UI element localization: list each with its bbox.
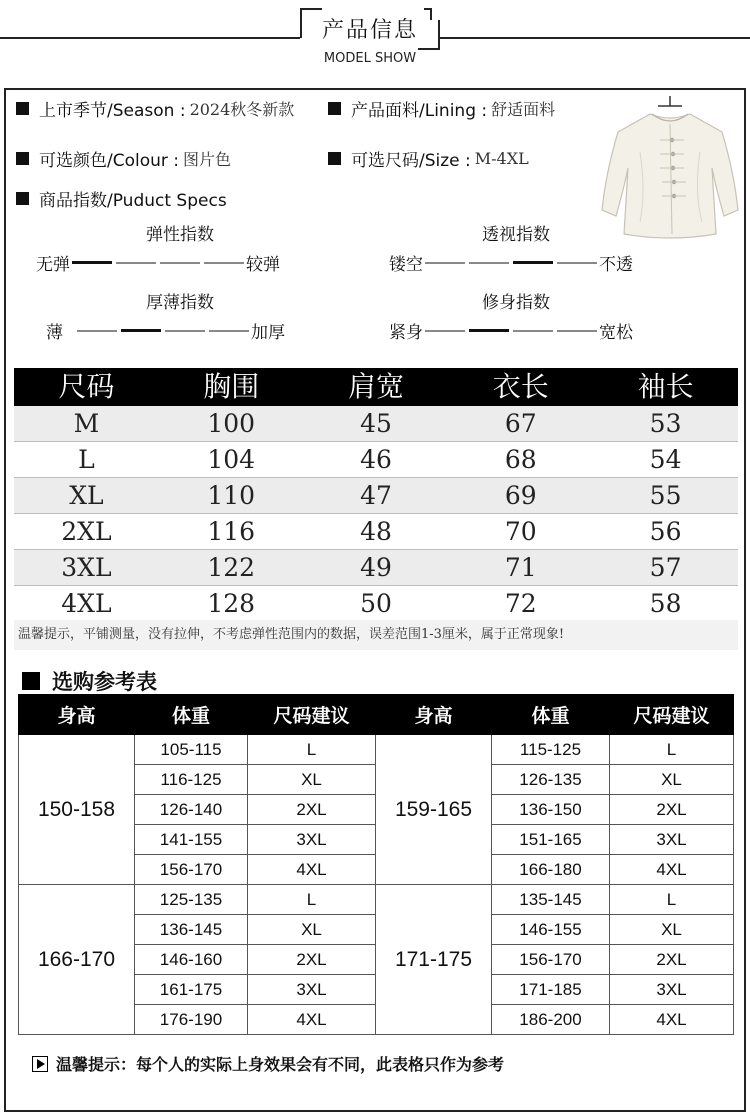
table-cell: 57: [649, 553, 682, 582]
specs-label: 商品指数/Puduct Specs: [39, 191, 227, 211]
weight-cell: 171-185: [492, 975, 610, 1005]
scale-segment: [209, 330, 249, 332]
lining-value: 舒适面料: [491, 100, 556, 119]
elasticity-scale: [36, 250, 280, 275]
table-cell: XL: [69, 481, 104, 510]
scale-segment: [72, 261, 112, 264]
page-subtitle: MODEL SHOW: [323, 51, 417, 66]
table-cell: 53: [649, 409, 682, 438]
play-icon: [32, 1056, 48, 1072]
size-cell: L: [610, 885, 734, 915]
bullet-square-icon: [22, 672, 40, 690]
page-title: 产品信息: [321, 18, 418, 43]
table-cell: 71: [504, 553, 537, 582]
colour-info: [16, 146, 231, 171]
table-cell: 54: [649, 445, 682, 474]
weight-cell: 116-125: [135, 765, 248, 795]
bullet-square-icon: [16, 152, 29, 165]
size-cell: 4XL: [610, 855, 734, 885]
header-line-right: [440, 37, 750, 39]
transparency-right-label: 不透: [599, 255, 633, 275]
header-cell-height: 身高: [19, 695, 135, 735]
specs-info: [16, 186, 227, 211]
bullet-square-icon: [328, 152, 341, 165]
table-cell: 116: [207, 517, 256, 546]
scale-segment: [513, 261, 553, 264]
table-cell: L: [78, 445, 95, 474]
table-cell: 68: [504, 445, 537, 474]
table-cell: 70: [504, 517, 537, 546]
table-row: [14, 478, 738, 514]
recommend-title-text: 选购参考表: [52, 670, 157, 694]
weight-cell: 176-190: [135, 1005, 248, 1035]
season-info: [16, 96, 294, 121]
header-cell-weight: 体重: [135, 695, 248, 735]
table-cell: 128: [207, 589, 256, 618]
scale-segment: [557, 330, 597, 332]
table-cell: 56: [649, 517, 682, 546]
weight-cell: 146-160: [135, 945, 248, 975]
weight-cell: 146-155: [492, 915, 610, 945]
size-cell: L: [248, 885, 376, 915]
table-cell: 58: [649, 589, 682, 618]
lining-info: [328, 96, 555, 121]
scale-segment: [425, 262, 465, 264]
weight-cell: 141-155: [135, 825, 248, 855]
recommend-header-row: [19, 695, 734, 735]
size-cell: L: [248, 735, 376, 765]
bullet-square-icon: [328, 102, 341, 115]
header-cell-size: 尺码: [58, 370, 115, 403]
header-cell-size-advice: 尺码建议: [610, 695, 734, 735]
weight-cell: 186-200: [492, 1005, 610, 1035]
reference-tip: [32, 1052, 504, 1075]
table-cell: M: [73, 409, 100, 438]
table-cell: 69: [504, 481, 537, 510]
weight-cell: 126-140: [135, 795, 248, 825]
size-value: M-4XL: [474, 149, 529, 168]
size-table-header: [14, 368, 738, 406]
height-cell: 166-170: [19, 885, 135, 1035]
size-cell: 2XL: [610, 795, 734, 825]
season-value: 2024秋冬新款: [189, 100, 295, 119]
table-cell: 47: [360, 481, 392, 510]
header-cell-shoulder: 肩宽: [347, 370, 404, 403]
table-cell: 72: [504, 589, 537, 618]
transparency-index-title: 透视指数: [482, 225, 550, 245]
table-cell: 55: [649, 481, 682, 510]
weight-cell: 166-180: [492, 855, 610, 885]
header-title-box: [300, 8, 440, 50]
table-cell: 67: [504, 409, 537, 438]
size-cell: XL: [610, 915, 734, 945]
elasticity-left-label: 无弹: [36, 255, 70, 275]
size-cell: 4XL: [248, 855, 376, 885]
header-cell-size-advice: 尺码建议: [248, 695, 376, 735]
table-cell: 100: [207, 409, 256, 438]
scale-segment: [121, 329, 161, 332]
recommend-title: [22, 666, 157, 696]
scale-segment: [165, 330, 205, 332]
size-label: 可选尺码/Size :: [351, 151, 471, 171]
size-cell: XL: [610, 765, 734, 795]
recommend-table: [18, 694, 734, 1035]
size-cell: 2XL: [610, 945, 734, 975]
scale-segment: [469, 329, 509, 332]
size-cell: 2XL: [248, 795, 376, 825]
measurement-note: 温馨提示，平铺测量，没有拉伸，不考虑弹性范围内的数据，误差范围1-3厘米，属于正常现象!: [14, 620, 738, 650]
size-cell: 3XL: [248, 975, 376, 1005]
header-cell-length: 衣长: [492, 370, 549, 403]
size-cell: 3XL: [610, 825, 734, 855]
header-cell-weight: 体重: [492, 695, 610, 735]
size-cell: L: [610, 735, 734, 765]
thickness-index-title: 厚薄指数: [146, 293, 214, 313]
table-cell: 4XL: [61, 589, 112, 618]
scale-segment: [116, 262, 156, 264]
lining-label: 产品面料/Lining :: [351, 101, 488, 121]
season-label: 上市季节/Season :: [39, 101, 186, 121]
bullet-square-icon: [16, 102, 29, 115]
scale-segment: [425, 330, 465, 332]
thickness-left-label: 薄: [46, 323, 63, 343]
elasticity-index-title: 弹性指数: [146, 225, 214, 245]
weight-cell: 151-165: [492, 825, 610, 855]
header-cell-chest: 胸围: [203, 370, 260, 403]
height-cell: 171-175: [376, 885, 492, 1035]
fit-right-label: 宽松: [599, 323, 633, 343]
scale-segment: [557, 262, 597, 264]
size-cell: XL: [248, 915, 376, 945]
weight-cell: 136-145: [135, 915, 248, 945]
weight-cell: 161-175: [135, 975, 248, 1005]
weight-cell: 105-115: [135, 735, 248, 765]
colour-value: 图片色: [183, 150, 232, 169]
table-cell: 110: [207, 481, 256, 510]
fit-scale: [389, 318, 633, 343]
table-cell: 46: [360, 445, 392, 474]
fit-index-title: 修身指数: [482, 293, 550, 313]
table-cell: 122: [207, 553, 256, 582]
table-cell: 3XL: [61, 553, 112, 582]
height-cell: 159-165: [376, 735, 492, 885]
table-row: [14, 406, 738, 442]
weight-cell: 126-135: [492, 765, 610, 795]
scale-segment: [204, 262, 244, 264]
header-line-left: [0, 37, 300, 39]
scale-segment: [77, 330, 117, 332]
header-cell-height: 身高: [376, 695, 492, 735]
size-cell: 3XL: [248, 825, 376, 855]
size-cell: 4XL: [610, 1005, 734, 1035]
transparency-left-label: 镂空: [389, 255, 423, 275]
bullet-square-icon: [16, 192, 29, 205]
table-cell: 2XL: [61, 517, 112, 546]
weight-cell: 156-170: [492, 945, 610, 975]
weight-cell: 115-125: [492, 735, 610, 765]
weight-cell: 125-135: [135, 885, 248, 915]
fit-left-label: 紧身: [389, 323, 423, 343]
product-shirt-image: [600, 92, 740, 242]
scale-segment: [160, 262, 200, 264]
table-row: [14, 550, 738, 586]
table-row: [14, 442, 738, 478]
weight-cell: 156-170: [135, 855, 248, 885]
size-cell: 4XL: [248, 1005, 376, 1035]
table-cell: 49: [360, 553, 392, 582]
size-cell: 2XL: [248, 945, 376, 975]
thickness-scale: [46, 318, 285, 343]
table-row: [19, 885, 734, 915]
scale-segment: [513, 330, 553, 332]
elasticity-right-label: 较弹: [246, 255, 280, 275]
size-info: [328, 146, 529, 171]
weight-cell: 135-145: [492, 885, 610, 915]
size-table: [14, 368, 738, 622]
size-cell: XL: [248, 765, 376, 795]
table-cell: 50: [360, 589, 392, 618]
table-cell: 104: [207, 445, 256, 474]
table-row: [19, 735, 734, 765]
thickness-right-label: 加厚: [251, 323, 285, 343]
height-cell: 150-158: [19, 735, 135, 885]
size-cell: 3XL: [610, 975, 734, 1005]
table-row: [14, 514, 738, 550]
reference-tip-text: 温馨提示：每个人的实际上身效果会有不同，此表格只作为参考: [56, 1055, 505, 1074]
scale-segment: [469, 262, 509, 264]
transparency-scale: [389, 250, 633, 275]
table-row: [14, 586, 738, 622]
colour-label: 可选颜色/Colour :: [39, 151, 180, 171]
table-cell: 45: [360, 409, 392, 438]
header-cell-sleeve: 袖长: [637, 370, 694, 403]
weight-cell: 136-150: [492, 795, 610, 825]
table-cell: 48: [360, 517, 392, 546]
